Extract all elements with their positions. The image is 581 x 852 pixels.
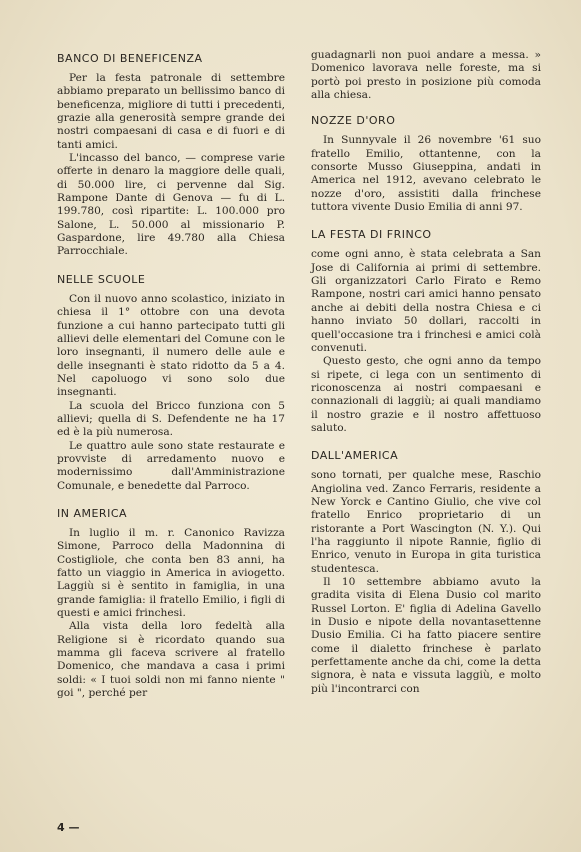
- paragraph: guadagnarli non puoi andare a messa. » Domenico lavorava nelle foreste, ma si portò poi presto in posizione più comoda alla chiesa.: [311, 49, 541, 102]
- paragraph: L'incasso del banco, — comprese varie offerte in denaro la maggiore delle quali, di 50.000 lire, ci pervenne dal Sig. Rampone Dante di Genova — fu di L. 199.780, così ripartite: L. 100.000 pro Salone, L. 50.000 al missionario P. Gaspardone, lire 49.780 alla Chiesa Parrocchiale.: [57, 152, 285, 258]
- paragraph: La scuola del Bricco funziona con 5 allievi; quella di S. Defendente ne ha 17 ed è la più numerosa.: [57, 399, 285, 439]
- left-column: [57, 52, 285, 714]
- section-banco-di-beneficenza: [57, 52, 285, 259]
- paragraph: sono tornati, per qualche mese, Raschio Angiolina ved. Zanco Ferraris, residente a New Yorck e Cantino Giulio, che vive col fratello Enrico proprietario di un ristorante a Port Wascington (N. Y.). Qui l'ha raggiunto il nipote Rannie, figlio di Enrico, venuto in Europa in gita turistica studentesca.: [311, 469, 541, 575]
- page-number: 4 —: [57, 821, 80, 834]
- section-nelle-scuole: [57, 273, 285, 493]
- section-title: LA FESTA DI FRINCO: [311, 228, 432, 242]
- paragraph: In luglio il m. r. Canonico Ravizza Simone, Parroco della Madonnina di Costigliole, che conta ben 83 anni, ha fatto un viaggio in America in aviogetto. Laggiù si è sentito in famiglia, in una grande famiglia: il fratello Emilio, i figli di questi e amici frinchesi.: [57, 526, 285, 620]
- section-dall-america: [311, 449, 541, 696]
- section-la-festa-di-frinco: [311, 228, 541, 435]
- section-title: NELLE SCUOLE: [57, 272, 146, 286]
- right-column: [311, 49, 541, 710]
- paragraph: Le quattro aule sono state restaurate e provviste di arredamento nuovo e modernissimo dall'Amministrazione Comunale, e benedette dal Parroco.: [57, 439, 285, 492]
- paragraph: Per la festa patronale di settembre abbiamo preparato un bellissimo banco di beneficenza, migliore di tutti i precedenti, grazie alla generosità sempre grande dei nostri compaesani di casa e di fuori e di tanti amici.: [57, 72, 285, 151]
- section-title: DALL'AMERICA: [311, 449, 399, 463]
- section-in-america-continued: [311, 49, 541, 102]
- paragraph: Alla vista della loro fedeltà alla Religione si è ricordato quando sua mamma gli faceva scrivere al fratello Domenico, che mandava a casa i primi soldi: « I tuoi soldi non mi fanno niente " goi ", perché per: [57, 620, 285, 700]
- section-title: IN AMERICA: [57, 506, 128, 520]
- section-title: NOZZE D'ORO: [311, 114, 396, 128]
- section-nozze-d-oro: [311, 114, 541, 214]
- section-in-america: [57, 507, 285, 700]
- paragraph: In Sunnyvale il 26 novembre '61 suo fratello Emilio, ottantenne, con la consorte Musso Giuseppina, andati in America nel 1912, avevano celebrato le nozze d'oro, assistiti dalla frinchese tuttora vivente Dusio Emilia di anni 97.: [311, 134, 541, 214]
- paragraph: Il 10 settembre abbiamo avuto la gradita visita di Elena Dusio col marito Russel Lorton. E' figlia di Adelina Gavello in Dusio e nipote della novantasettenne Dusio Emilia. Ci ha fatto piacere sentire come il dialetto frinchese è parlato perfettamente anche da chi, come la detta signora, è nata e vissuta laggiù, e molto più l'incontrarci con: [311, 576, 541, 695]
- paragraph: Con il nuovo anno scolastico, iniziato in chiesa il 1° ottobre con una devota funzione a cui hanno partecipato tutti gli allievi delle elementari del Comune con le loro insegnanti, il numero delle aule e delle insegnanti è stato ridotto da 5 a 4. Nel capoluogo vi sono solo due insegnanti.: [57, 292, 285, 399]
- section-title: BANCO DI BENEFICENZA: [57, 52, 203, 65]
- paragraph: come ogni anno, è stata celebrata a San Jose di California ai primi di settembre. Gli organizzatori Carlo Firato e Remo Rampone, nostri cari amici hanno pensato anche ai debiti della nostra Chiesa e ci hanno inviato 50 dollari, raccolti in quell'occasione tra i frinchesi e amici colà convenuti.: [311, 248, 541, 354]
- paragraph: Questo gesto, che ogni anno da tempo si ripete, ci lega con un sentimento di riconoscenza ai nostri compaesani e connazionali di laggiù; ai quali mandiamo il nostro grazie e il nostro affettuoso saluto.: [311, 355, 541, 434]
